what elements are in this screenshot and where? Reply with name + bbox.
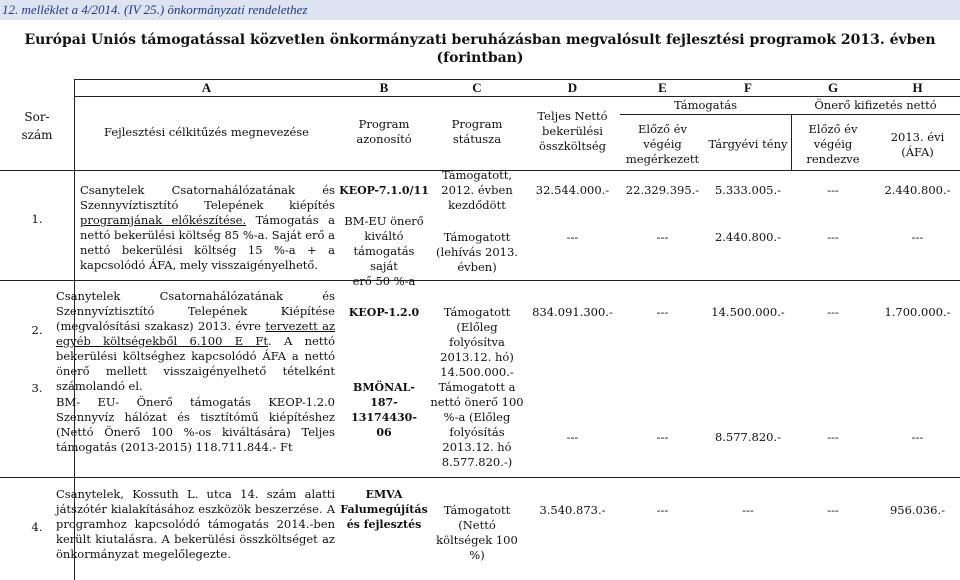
page-subtitle: (forintban) xyxy=(436,50,524,66)
row2-total: 834.091.300.- xyxy=(532,305,613,319)
row1-onero-prev: --- xyxy=(827,183,839,197)
row4-status: Támogatott (Nettó költségek 100 %) xyxy=(436,503,518,562)
row3-prog-id: BMÖNAL- 187-13174430- 06 xyxy=(351,381,417,439)
row1-prog-id-2: BM-EU önerő kiváltó támogatás saját erő 50 %-a xyxy=(344,214,424,288)
row4-afa: 956.036.- xyxy=(889,503,946,517)
col-letter-e: E xyxy=(658,80,667,95)
row1-prev-received: 22.329.395.- xyxy=(625,183,700,197)
row3-onero-prev: --- xyxy=(827,430,839,444)
col-letter-d: D xyxy=(567,80,578,95)
header-c: Program státusza xyxy=(451,117,503,146)
top-note: 12. melléklet a 4/2014. (IV 25.) önkormányzati rendelethez xyxy=(0,0,960,20)
header-a: Fejlesztési célkitűzés megnevezése xyxy=(103,125,309,139)
row1-num: 1. xyxy=(31,212,43,226)
header-d: Teljes Nettó bekerülési összköltség xyxy=(537,109,608,153)
row2-prev-received: --- xyxy=(656,305,669,319)
row2-prog-id: KEOP-1.2.0 xyxy=(348,306,420,319)
row4-prev-received: --- xyxy=(656,503,669,517)
col-letter-g: G xyxy=(827,80,839,95)
col-letter-c: C xyxy=(472,80,482,95)
col-letter-b: B xyxy=(379,80,389,95)
row1-status-2: Támogatott (lehívás 2013. évben) xyxy=(436,230,518,274)
header-e: Előző év végéig megérkezett xyxy=(625,122,700,166)
header-f: Tárgyévi tény xyxy=(708,137,788,151)
row4-num: 4. xyxy=(31,520,43,534)
row4-onero-prev: --- xyxy=(827,503,839,517)
row1-total: 32.544.000.- xyxy=(535,183,610,197)
header-tamogatas: Támogatás xyxy=(673,98,738,112)
page-title: Európai Uniós támogatással közvetlen önkormányzati beruházásban megvalósult fejlesztési programok 2013. évben xyxy=(24,32,936,48)
row3-status: Támogatott a nettó önerő 100 %-a (Előleg folyósítás 2013.12. hó 8.577.820.-) xyxy=(430,380,524,469)
row1b-current-year: 2.440.800.- xyxy=(714,230,782,244)
row2-onero-prev: --- xyxy=(827,305,839,319)
col-letter-a: A xyxy=(201,80,212,95)
header-g: Előző év végéig rendezve xyxy=(806,122,860,166)
row1-status-1: Támogatott, 2012. évben kezdődött xyxy=(441,168,513,212)
row2-afa: 1.700.000.- xyxy=(884,305,951,319)
header-h: 2013. évi (ÁFA) xyxy=(890,130,945,159)
row2-current-year: 14.500.000.- xyxy=(711,305,785,319)
row1-afa: 2.440.800.- xyxy=(884,183,951,197)
col-letter-f: F xyxy=(744,80,752,95)
row1b-prev-received: --- xyxy=(656,230,669,244)
row3-desc: BM- EU- Önerő támogatás KEOP-1.2.0 Szennyvíz hálózat és tisztítómű kiépítéshez (Nettó Önerő 100 %-os kiváltására) Teljes támogatás (2013-2015) 118.711.844.- Ft xyxy=(56,395,335,454)
row2-num: 2. xyxy=(31,323,43,337)
row2-desc: Csanytelek Csatornahálózatának és Szennyvíztisztító Telepének Kiépítése (megvalósítási szakasz) 2013. évre tervezett az egyéb költségekből 6.100 E Ft. A nettó bekerülési költséghez kapcsolódó ÁFA a nettó önerő mellett visszaigényelhető tételként számolandó el. xyxy=(56,289,336,393)
row4-current-year: --- xyxy=(742,503,754,517)
row3-afa: --- xyxy=(911,430,924,444)
row3-num: 3. xyxy=(31,381,43,395)
header-sorszam: Sor- szám xyxy=(21,110,53,142)
row3-current-year: 8.577.820.- xyxy=(714,430,782,444)
row1b-onero-prev: --- xyxy=(827,230,839,244)
row1-prog-id-1: KEOP-7.1.0/11 xyxy=(339,184,429,197)
row3-prev-received: --- xyxy=(656,430,669,444)
grid-line xyxy=(0,477,960,478)
header-b: Program azonosító xyxy=(356,117,412,146)
col-letter-h: H xyxy=(912,80,923,95)
grid-line xyxy=(0,280,960,281)
row3-total: --- xyxy=(566,430,579,444)
row1b-afa: --- xyxy=(911,230,924,244)
row4-prog-id: EMVA Falumegújítás és fejlesztés xyxy=(340,488,428,531)
grid-line xyxy=(620,114,960,115)
grid-line xyxy=(74,96,960,97)
header-onero: Önerő kifizetés nettó xyxy=(814,98,937,112)
row4-total: 3.540.873.- xyxy=(539,503,606,517)
row1b-total: --- xyxy=(566,230,579,244)
row1-desc: Csanytelek Csatornahálózatának és Szennyvíztisztító Telepének kiépítés programjának előkészítése. Támogatás a nettó bekerülési költség 85 %-a. Saját erő a nettó bekerülési költség 15 %-a + a kapcsolódó ÁFA, mely visszaigényelhető. xyxy=(80,183,335,272)
row2-status: Támogatott (Előleg folyósítva 2013.12. hó) 14.500.000.- xyxy=(440,305,514,379)
row4-desc: Csanytelek, Kossuth L. utca 14. szám alatti játszótér kialakításához eszközök beszerzése. A programhoz kapcsolódó támogatás 2014.-ben került kiutalásra. A bekerülési összköltséget az önkormányzat megelőlegezte. xyxy=(56,487,335,561)
row1-current-year: 5.333.005.- xyxy=(714,183,782,197)
